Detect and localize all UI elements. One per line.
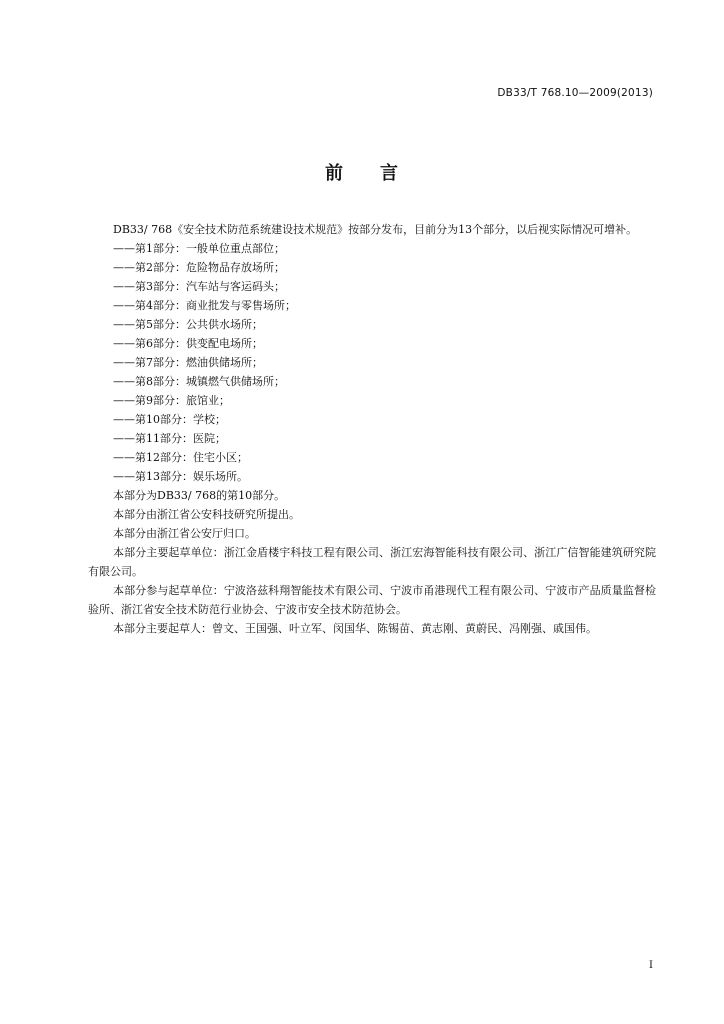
intro-paragraph: DB33/ 768《安全技术防范系统建设技术规范》按部分发布，目前分为13个部分，以后视实际情况可增补。 — [113, 223, 638, 236]
list-item: ——第9部分：旅馆业； — [113, 394, 230, 407]
list-item: ——第13部分：娱乐场所。 — [113, 470, 248, 483]
list-item: ——第2部分：危险物品存放场所； — [113, 261, 285, 274]
list-item: ——第12部分：住宅小区； — [113, 451, 248, 464]
parts-list — [88, 239, 656, 486]
list-item: ——第3部分：汽车站与客运码头； — [113, 280, 285, 293]
main-drafters: 本部分主要起草人：曾文、王国强、叶立军、闵国华、陈锡苗、黄志刚、黄蔚民、冯刚强、戚国伟。 — [113, 622, 597, 635]
list-item: ——第4部分：商业批发与零售场所； — [113, 299, 296, 312]
list-item: ——第6部分：供变配电场所； — [113, 337, 263, 350]
list-item: ——第5部分：公共供水场所； — [113, 318, 263, 331]
title-char-1: 前 — [325, 163, 344, 184]
list-item: ——第1部分：一般单位重点部位； — [113, 242, 285, 255]
list-item: ——第10部分：学校； — [113, 413, 226, 426]
participating-units: 本部分参与起草单位：宁波洛兹科翔智能技术有限公司、宁波市甬港现代工程有限公司、宁波市产品质量监督检验所、浙江省安全技术防范行业协会、宁波市安全技术防范协会。 — [88, 584, 656, 616]
list-item: ——第7部分：燃油供储场所； — [113, 356, 263, 369]
page-title — [0, 159, 724, 185]
proposed-by-statement: 本部分由浙江省公安科技研究所提出。 — [113, 508, 300, 521]
this-part-statement: 本部分为DB33/ 768的第10部分。 — [113, 489, 286, 502]
page-number: I — [649, 960, 653, 971]
managed-by-statement: 本部分由浙江省公安厅归口。 — [113, 527, 256, 540]
list-item: ——第8部分：城镇燃气供储场所； — [113, 375, 285, 388]
document-code: DB33/T 768.10—2009(2013) — [497, 87, 653, 99]
list-item: ——第11部分：医院； — [113, 432, 226, 445]
title-char-2: 言 — [380, 163, 399, 184]
foreword-body — [88, 220, 656, 638]
main-drafting-units: 本部分主要起草单位：浙江金盾楼宇科技工程有限公司、浙江宏海智能科技有限公司、浙江广信智能建筑研究院有限公司。 — [88, 546, 656, 578]
